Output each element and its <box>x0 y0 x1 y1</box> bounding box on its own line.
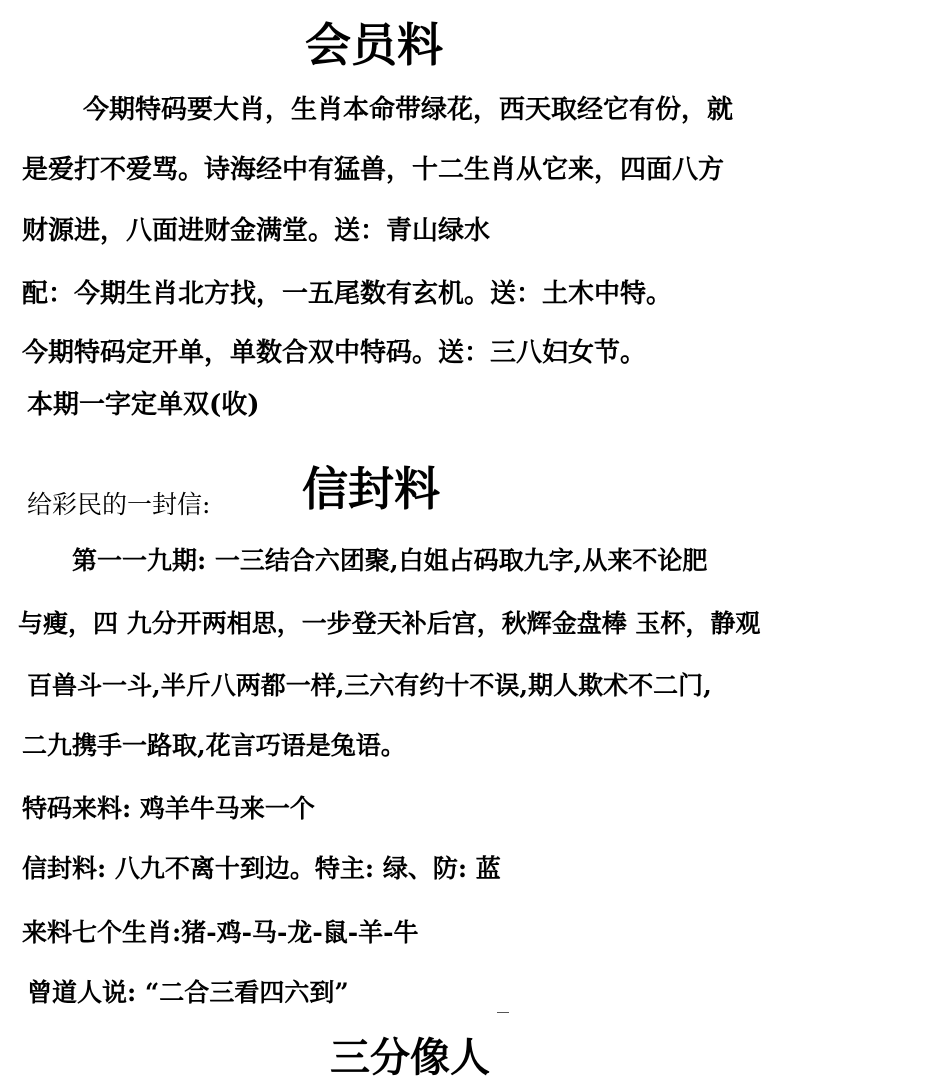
text-line: 本期一字定单双(收) <box>27 390 260 420</box>
text-line: 今期特码定开单，单数合双中特码。送：三八妇女节。 <box>22 338 647 368</box>
text-line: 信封料: 八九不离十到边。特主: 绿、防: 蓝 <box>22 854 501 883</box>
text-line: 与瘦，四 九分开两相思，一步登天补后宫，秋辉金盘棒 玉杯，静观 <box>18 609 761 638</box>
section-title-envelope: 信封料 <box>302 462 440 516</box>
section-title-three-parts: 三分像人 <box>330 1034 490 1081</box>
text-line: 是爱打不爱骂。诗海经中有猛兽，十二生肖从它来，四面八方 <box>22 155 725 185</box>
text-line: 第一一九期: 一三结合六团聚,白姐占码取九字,从来不论肥 <box>72 546 708 575</box>
text-line: 百兽斗一斗,半斤八两都一样,三六有约十不误,期人欺术不二门, <box>27 671 712 700</box>
text-line: 二九携手一路取,花言巧语是兔语。 <box>22 731 406 760</box>
text-line: 今期特码要大肖，生肖本命带绿花，西天取经它有份，就 <box>83 95 734 125</box>
text-line: 配：今期生肖北方找，一五尾数有玄机。送：土木中特。 <box>22 279 673 309</box>
letter-intro: 给彩民的一封信: <box>27 490 211 519</box>
text-line: 特码来料: 鸡羊牛马来一个 <box>22 794 315 823</box>
text-line: 财源进，八面进财金满堂。送：青山绿水 <box>22 216 491 246</box>
section-title-members: 会员料 <box>305 18 443 72</box>
text-line: 曾道人说: “二合三看四六到” <box>27 978 349 1007</box>
divider-mark <box>497 1012 509 1013</box>
text-line: 来料七个生肖:猪-鸡-马-龙-鼠-羊-牛 <box>22 918 419 947</box>
